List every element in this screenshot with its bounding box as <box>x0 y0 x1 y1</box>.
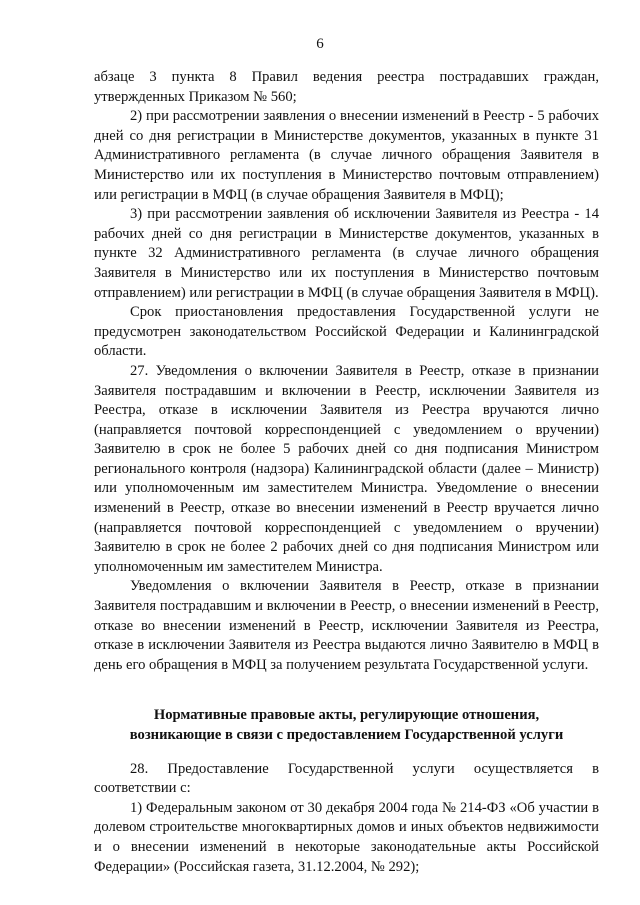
paragraph-continuation: абзаце 3 пункта 8 Правил ведения реестра пострадавших граждан, утвержденных Приказом № 560; <box>94 69 599 105</box>
paragraph-28: 28. Предоставление Государственной услуги осуществляется в соответствии с: <box>94 760 599 797</box>
document-body <box>94 68 599 877</box>
paragraph-item-3: 3) при рассмотрении заявления об исключении Заявителя из Реестра - 14 рабочих дней со дня регистрации в Министерстве документов, указанных в пункте 32 Административного регламента (в случае личного обращения Заявителя в Министерство или их поступления в Министерство почтовым отправлением) или регистрации в МФЦ (в случае обращения Заявителя в МФЦ). <box>94 206 599 301</box>
section-heading <box>94 706 599 745</box>
paragraph-suspension-term: Срок приостановления предоставления Государственной услуги не предусмотрен законодательством Российской Федерации и Калининградской области. <box>94 304 599 360</box>
section-heading-line-1: Нормативные правовые акты, регулирующие отношения, <box>153 707 540 724</box>
section-heading-line-2: возникающие в связи с предоставлением Государственной услуги <box>129 727 564 743</box>
paragraph-law-214fz: 1) Федеральным законом от 30 декабря 2004 года № 214-ФЗ «Об участии в долевом строительстве многоквартирных домов и иных объектов недвижимости и о внесении изменений в некоторые законодательные акты Российской Федерации» (Российская газета, 31.12.2004, № 292); <box>94 799 599 875</box>
paragraph-mfc-notifications: Уведомления о включении Заявителя в Реестр, отказе в признании Заявителя пострадавшим и включении в Реестр, о внесении изменений в Реестр, отказе во внесении изменений в Реестр, исключении Заявителя из Реестра, отказе в исключении Заявителя из Реестра выдаются лично Заявителю в МФЦ в день его обращения в МФЦ за получением результата Государственной услуги. <box>94 578 599 673</box>
paragraph-item-2: 2) при рассмотрении заявления о внесении изменений в Реестр - 5 рабочих дней со дня регистрации в Министерстве документов, указанных в пункте 31 Административного регламента (в случае личного обращения Заявителя в Министерство или их поступления в Министерство почтовым отправлением) или регистрации в МФЦ (в случае обращения Заявителя в МФЦ); <box>94 108 599 203</box>
page-number: 6 <box>316 36 324 52</box>
paragraph-27: 27. Уведомления о включении Заявителя в Реестр, отказе в признании Заявителя пострадавшим и включении в Реестр, исключении Заявителя из Реестра, отказе в исключении Заявителя из Реестра вручаются лично (направляется почтовой корреспонденцией с уведомлением о вручении) Заявителю в срок не более 5 рабочих дней со дня подписания Министром регионального контроля (надзора) Калининградской области (далее – Министр) или уполномоченным им заместителем Министра. Уведомление о внесении изменений в Реестр, отказе во внесении изменений в Реестр вручается лично (направляется почтовой корреспонденцией с уведомлением о вручении) Заявителю в срок не более 2 рабочих дней со дня подписания Министром или уполномоченным им заместителем Министра. <box>94 362 599 575</box>
